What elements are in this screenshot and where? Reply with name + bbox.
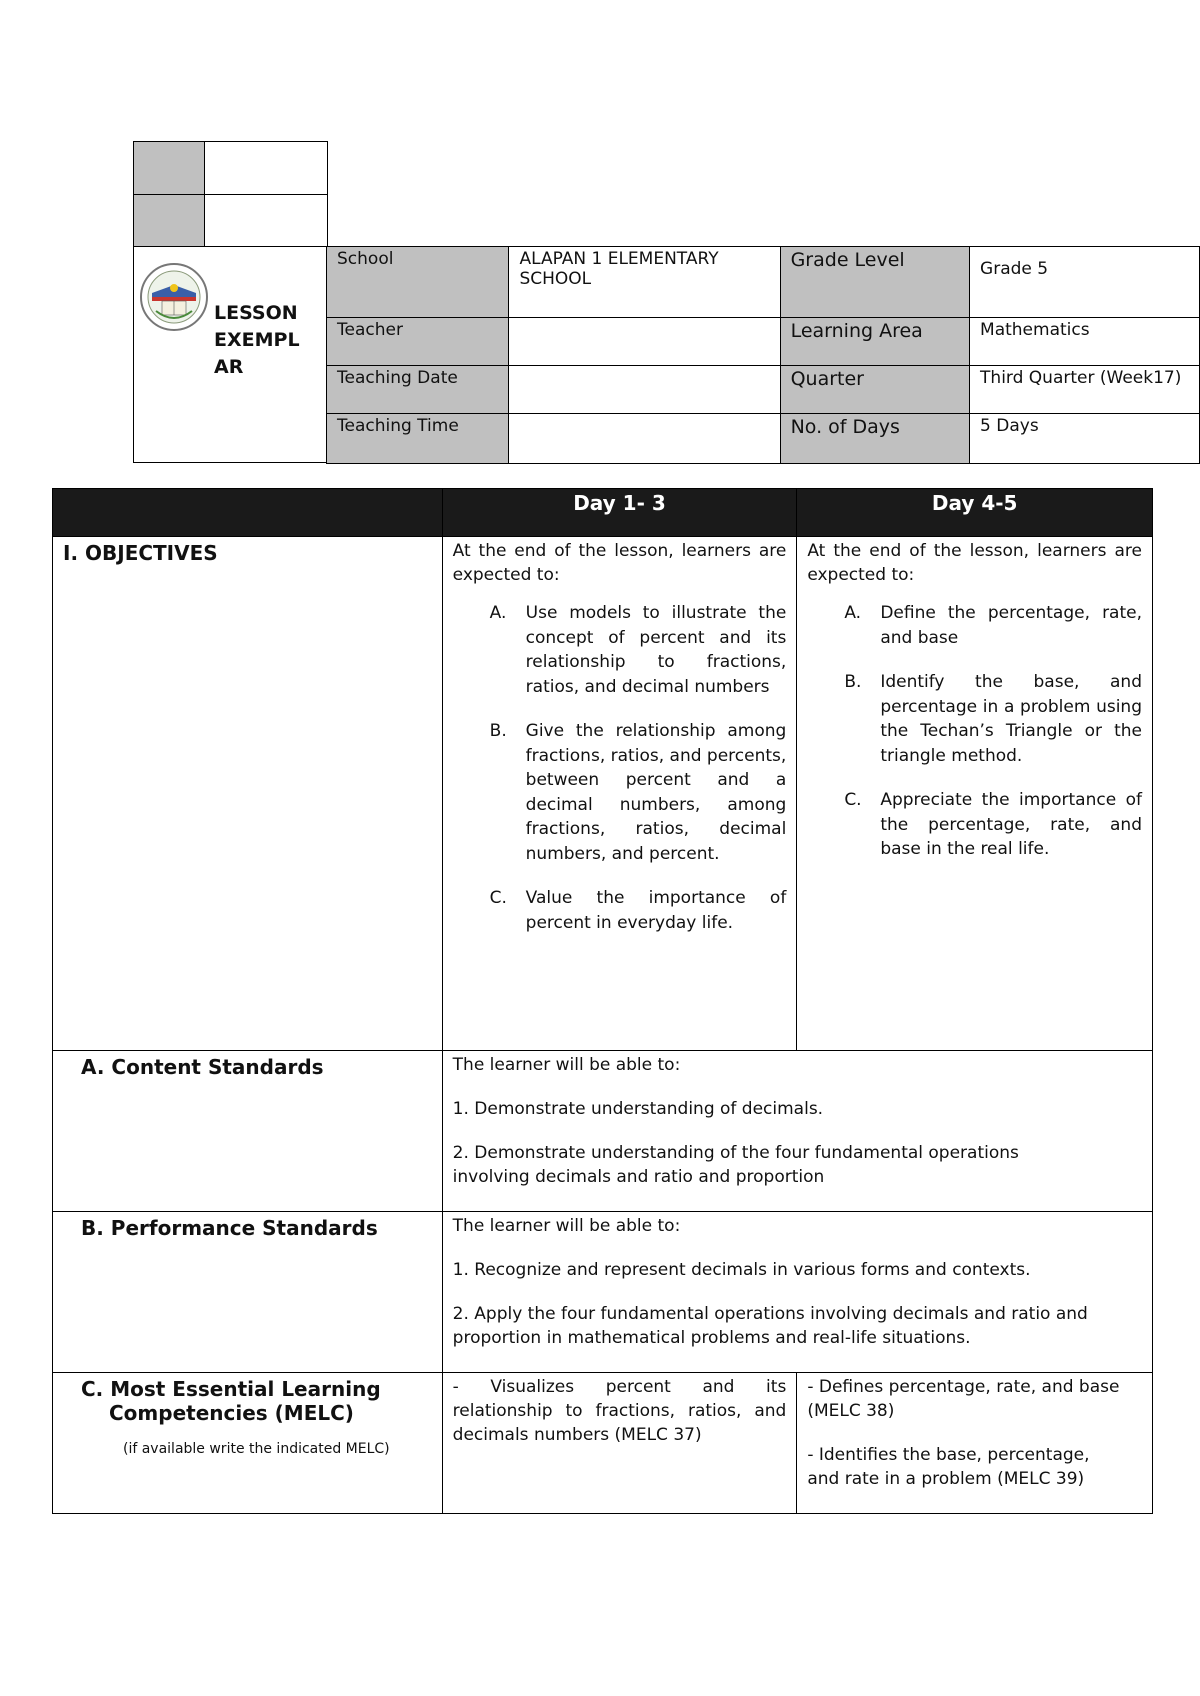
list-item xyxy=(844,788,1142,862)
info-row-date xyxy=(327,366,1200,414)
list-marker: B. xyxy=(844,672,862,692)
melc-label-line: Competencies (MELC) xyxy=(109,1401,354,1425)
teaching-time-label: Teaching Time xyxy=(327,414,509,464)
header-blank xyxy=(53,489,443,537)
grade-level-value: Grade 5 xyxy=(970,247,1200,318)
quarter-label: Quarter xyxy=(780,366,969,414)
standards-intro: The learner will be able to: xyxy=(452,1055,681,1075)
objectives-day-1-3 xyxy=(442,537,797,1051)
school-value: ALAPAN 1 ELEMENTARY SCHOOL xyxy=(509,247,780,318)
list-item xyxy=(489,719,787,866)
performance-standards-label: B. Performance Standards xyxy=(53,1212,443,1373)
objectives-list xyxy=(807,601,1142,862)
info-row-time xyxy=(327,414,1200,464)
list-marker: C. xyxy=(489,888,507,908)
table-header-row xyxy=(53,489,1153,537)
column-day-1-3: Day 1- 3 xyxy=(442,489,797,537)
days-value: 5 Days xyxy=(970,414,1200,464)
objectives-label: I. OBJECTIVES xyxy=(53,537,443,1051)
teaching-time-value xyxy=(509,414,780,464)
info-row-teacher xyxy=(327,318,1200,366)
list-item-text: Give the relationship among fractions, ratios, and percents, between percent and a decimal numbers, among fractions, ratios, decimal numbers, and percent. xyxy=(525,721,787,864)
header-grid-boxes xyxy=(133,141,328,247)
info-row-school xyxy=(327,247,1200,318)
objectives-intro: At the end of the lesson, learners are expected to: xyxy=(807,541,1142,585)
list-item-text: Define the percentage, rate, and base xyxy=(880,603,1142,648)
list-item xyxy=(844,601,1142,650)
lesson-info-table xyxy=(326,246,1200,464)
content-standards-row xyxy=(53,1051,1153,1212)
grid-cell xyxy=(205,142,328,195)
list-marker: B. xyxy=(489,721,507,741)
melc-day-1-3: - Visualizes percent and its relationship to fractions, ratios, and decimals numbers (MELC 37) xyxy=(442,1373,797,1514)
melc-day-4-5 xyxy=(797,1373,1153,1514)
title-line: AR xyxy=(214,356,244,378)
grid-cell xyxy=(205,195,328,247)
deped-seal-logo xyxy=(138,263,210,331)
objectives-day-4-5 xyxy=(797,537,1153,1051)
content-standards-cell xyxy=(442,1051,1152,1212)
teacher-label: Teacher xyxy=(327,318,509,366)
melc-note: (if available write the indicated MELC) xyxy=(122,1441,390,1457)
list-item-text: Identify the base, and percentage in a problem using the Techan’s Triangle or the triangle method. xyxy=(880,672,1142,766)
lesson-exemplar-title xyxy=(214,300,314,381)
column-day-4-5: Day 4-5 xyxy=(797,489,1153,537)
performance-standards-cell xyxy=(442,1212,1152,1373)
standards-item: 1. Recognize and represent decimals in various forms and contexts. xyxy=(452,1260,1031,1280)
teaching-date-label: Teaching Date xyxy=(327,366,509,414)
learning-area-value: Mathematics xyxy=(970,318,1200,366)
grid-cell xyxy=(134,142,205,195)
school-label: School xyxy=(327,247,509,318)
days-label: No. of Days xyxy=(780,414,969,464)
list-item-text: Use models to illustrate the concept of percent and its relationship to fractions, ratios, and decimal numbers xyxy=(525,603,787,697)
list-marker: A. xyxy=(489,603,507,623)
objectives-row xyxy=(53,537,1153,1051)
teaching-date-value xyxy=(509,366,780,414)
standards-intro: The learner will be able to: xyxy=(452,1216,681,1236)
title-line: LESSON xyxy=(214,302,298,324)
melc-item: - Defines percentage, rate, and base (MELC 38) xyxy=(807,1377,1120,1421)
objectives-list xyxy=(453,601,787,935)
learning-area-label: Learning Area xyxy=(780,318,969,366)
title-line: EXEMPL xyxy=(214,329,300,351)
melc-label xyxy=(53,1373,443,1514)
standards-item: 1. Demonstrate understanding of decimals. xyxy=(452,1099,824,1119)
melc-label-line: C. Most Essential Learning xyxy=(81,1377,381,1401)
standards-item: 2. Apply the four fundamental operations involving decimals and ratio and proportion in mathematical problems and real-life situations. xyxy=(452,1304,1088,1348)
grade-level-label: Grade Level xyxy=(780,247,969,318)
list-marker: C. xyxy=(844,790,862,810)
melc-item: - Identifies the base, percentage, and rate in a problem (MELC 39) xyxy=(807,1445,1090,1489)
quarter-value: Third Quarter (Week17) xyxy=(970,366,1200,414)
grid-cell xyxy=(134,195,205,247)
list-marker: A. xyxy=(844,603,862,623)
content-standards-label: A. Content Standards xyxy=(53,1051,443,1212)
list-item xyxy=(489,601,787,699)
teacher-value xyxy=(509,318,780,366)
melc-row xyxy=(53,1373,1153,1514)
list-item-text: Value the importance of percent in everyday life. xyxy=(525,888,787,933)
standards-item: 2. Demonstrate understanding of the four fundamental operations involving decimals and ratio and proportion xyxy=(452,1143,1019,1187)
list-item xyxy=(844,670,1142,768)
performance-standards-row xyxy=(53,1212,1153,1373)
lesson-plan-table xyxy=(52,488,1153,1514)
objectives-intro: At the end of the lesson, learners are expected to: xyxy=(452,541,787,585)
list-item-text: Appreciate the importance of the percentage, rate, and base in the real life. xyxy=(880,790,1142,859)
list-item xyxy=(489,886,787,935)
